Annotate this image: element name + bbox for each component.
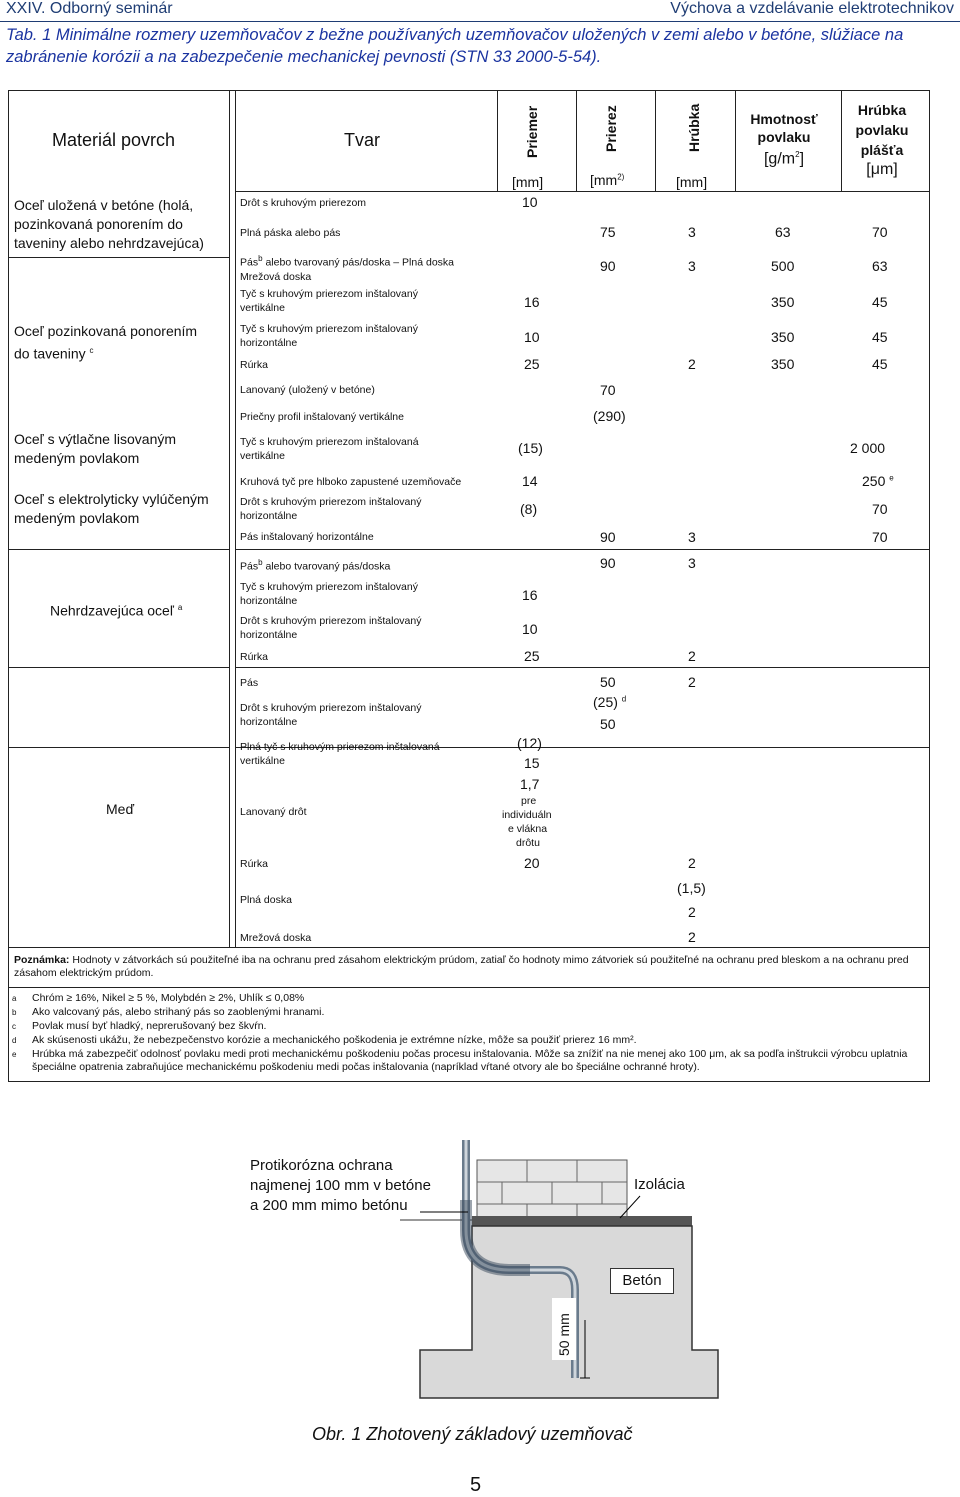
row4-shape: Tyč s kruhovým prierezom inštalovaný vertikálne: [240, 288, 418, 314]
material-2: Oceľ pozinkovaná ponorením do taveniny $^c$: [14, 323, 198, 362]
label-insulation: Izolácia: [634, 1176, 685, 1193]
row20-d2: pre: [521, 795, 537, 807]
row9-shape: Tyč s kruhovým prierezom inštalovaná vertikálne: [240, 436, 419, 462]
row4-c: 45: [872, 294, 888, 310]
row12-t: 3: [688, 529, 696, 545]
material-6: Meď: [106, 801, 135, 817]
row4-m: 350: [771, 294, 795, 310]
unit-section: [$mm^{2)}$: [590, 172, 625, 188]
row22-shape: Plná doska: [240, 894, 292, 906]
row17-t: 2: [688, 674, 696, 690]
col-section: Prierez: [603, 105, 619, 152]
row17-shape: Pás: [240, 677, 259, 689]
page-header: [0, 0, 960, 22]
row3-m: 500: [771, 258, 795, 274]
row19-shape: Plná tyč s kruhovým prierezom inštalovaná vertikálne: [240, 741, 440, 767]
row11-shape: Drôt s kruhovým prierezom inštalovaný horizontálne: [240, 496, 422, 522]
row16-t: 2: [688, 648, 696, 664]
row21-shape: Rúrka: [240, 858, 269, 870]
row5-shape: Tyč s kruhovým prierezom inštalovaný horizontálne: [240, 323, 418, 349]
header-rule: [0, 21, 960, 22]
row6-c: 45: [872, 356, 888, 372]
row23-t: 2: [688, 929, 696, 945]
row2-c: 70: [872, 224, 888, 240]
row23-shape: Mrežová doska: [240, 932, 312, 944]
foundation-earth-electrode-figure: [0, 1120, 960, 1430]
row3-shape: Pás$^b$ alebo tvarovaný pás/doska – Plná doska Mrežová doska: [240, 254, 455, 283]
row3-c: 63: [872, 258, 888, 274]
row6-shape: Rúrka: [240, 359, 269, 371]
row5-c: 45: [872, 329, 888, 345]
row11-c: 70: [872, 501, 888, 517]
row9-c: 2 000: [850, 440, 886, 456]
row3-t: 3: [688, 258, 696, 274]
row2-shape: Plná páska alebo pás: [240, 227, 341, 239]
row22-t1: (1,5): [677, 880, 706, 896]
insulation-layer: [472, 1216, 692, 1226]
row21-d: 20: [524, 855, 540, 871]
row6-d: 25: [524, 356, 540, 372]
footnotes: a Chróm ≥ 16%, Nikel ≥ 5 %, Molybdén ≥ 2%, Uhlík ≤ 0,08% b Ako valcovaný pás, alebo strihaný pás so zaoblenými hranami. c Povlak musí byť hladký, neprerušovaný bez škvŕn. d Ak skúsenosti ukážu, že nebezpečenstvo korózie a mechanického poškodenia je extrémne nízke, môže sa použiť prierez 16 mm². e Hrúbka má zabezpečiť odolnosť povlaku medi proti mechanickému poškodeniu počas procesu inštalovania. Môže sa znížiť na nie menej ako 100 μm, ak sa podľa inštrukcii výrobcu uplatnia špeciálne opatrenia zabraňujúce mechanickému poškodeniu medi počas inštalovania (napríklad vŕtané otvory ale bo špeciálne ochranné hroty).: [12, 992, 908, 1073]
row4-d: 16: [524, 294, 540, 310]
row15-d: 10: [522, 621, 538, 637]
header-right: Výchova a vzdelávanie elektrotechnikov: [670, 0, 954, 17]
row10-shape: Kruhová tyč pre hlboko zapustené uzemňovače: [240, 476, 462, 488]
row2-s: 75: [600, 224, 616, 240]
row12-c: 70: [872, 529, 888, 545]
row9-d: (15): [518, 440, 543, 456]
row11-d: (8): [520, 501, 538, 517]
col-thickness: Hrúbka: [686, 103, 702, 152]
row12-s: 90: [600, 529, 616, 545]
row5-m: 350: [771, 329, 795, 345]
row12-shape: Pás inštalovaný horizontálne: [240, 531, 374, 543]
row14-d: 16: [522, 587, 538, 603]
row1-d: 10: [522, 194, 538, 210]
col-coating: Hrúbka povlaku plášťa [μm]: [855, 102, 909, 178]
row13-shape: Pás$^b$ alebo tvarovaný pás/doska: [240, 558, 391, 573]
col-material: Materiál povrch: [52, 130, 176, 150]
material-1: Oceľ uložená v betóne (holá, pozinkovaná ponorením do taveniny alebo nehrdzavejúca): [14, 197, 204, 251]
row6-t: 2: [688, 356, 696, 372]
figure-caption: Obr. 1 Zhotovený základový uzemňovač: [312, 1424, 633, 1444]
header-left: XXIV. Odborný seminár: [6, 0, 173, 17]
row16-d: 25: [524, 648, 540, 664]
row10-d: 14: [522, 473, 538, 489]
material-3: Oceľ s výtlačne lisovaným medeným povlakom: [14, 431, 177, 466]
row13-s: 90: [600, 555, 616, 571]
row5-d: 10: [524, 329, 540, 345]
row13-t: 3: [688, 555, 696, 571]
row22-t2: 2: [688, 904, 696, 920]
page-number: 5: [470, 1474, 482, 1496]
row19-d1: (12): [517, 735, 542, 751]
row20-d5: drôtu: [516, 837, 540, 849]
col-shape: Tvar: [344, 130, 380, 150]
row20-d3: individuáln: [502, 809, 552, 821]
row19-d2: 15: [524, 755, 540, 771]
col-diameter: Priemer: [524, 105, 540, 158]
unit-diameter: [mm]: [512, 174, 544, 190]
row3-s: 90: [600, 258, 616, 274]
row6-m: 350: [771, 356, 795, 372]
row16-shape: Rúrka: [240, 651, 269, 663]
material-5: Nehrdzavejúca oceľ $^a$: [50, 602, 183, 619]
row18-s1: (25) $^d$: [593, 694, 627, 710]
row8-s: (290): [593, 408, 626, 424]
row8-shape: Priečny profil inštalovaný vertikálne: [240, 411, 404, 423]
row7-s: 70: [600, 382, 616, 398]
row21-t: 2: [688, 855, 696, 871]
row1-shape: Drôt s kruhovým prierezom: [240, 197, 367, 209]
row17-s: 50: [600, 674, 616, 690]
row18-shape: Drôt s kruhovým prierezom inštalovaný horizontálne: [240, 702, 422, 728]
row14-shape: Tyč s kruhovým prierezom inštalovaný horizontálne: [240, 581, 418, 607]
row20-shape: Lanovaný drôt: [240, 806, 307, 818]
row18-s2: 50: [600, 716, 616, 732]
col-mass: Hmotnosť povlaku $[g/m^2]$: [750, 111, 818, 168]
row7-shape: Lanovaný (uložený v betóne): [240, 384, 375, 396]
row10-c: 250 $^e$: [862, 473, 894, 489]
row20-d1: 1,7: [520, 776, 540, 792]
row20-d4: e vlákna: [508, 823, 548, 835]
label-concrete: Betón: [610, 1268, 674, 1294]
table-caption: Tab. 1 Minimálne rozmery uzemňovačov z bežne používaných uzemňovačov uložených v zemi alebo v betóne, slúžiace na zabránenie korózii a na zabezpečenie mechanickej pevnosti (STN 33 2000-5-54).: [6, 26, 904, 66]
row15-shape: Drôt s kruhovým prierezom inštalovaný horizontálne: [240, 615, 422, 641]
material-4: Oceľ s elektrolyticky vylúčeným medeným povlakom: [14, 491, 209, 526]
unit-thickness: [mm]: [676, 174, 708, 190]
label-dimension: 50 mm: [556, 1313, 572, 1356]
row2-m: 63: [775, 224, 791, 240]
label-protection: Protikorózna ochrana najmenej 100 mm v betóne a 200 mm mimo betónu: [250, 1157, 431, 1214]
table-note: Poznámka: Hodnoty v zátvorkách sú použiteľné iba na ochranu pred zásahom elektrickým prúdom, zatiaľ čo hodnoty mimo zátvoriek sú použiteľné na ochranu pred bleskom a na ochranu pred zásahom elektrickým prúdom.: [14, 954, 909, 979]
row2-t: 3: [688, 224, 696, 240]
